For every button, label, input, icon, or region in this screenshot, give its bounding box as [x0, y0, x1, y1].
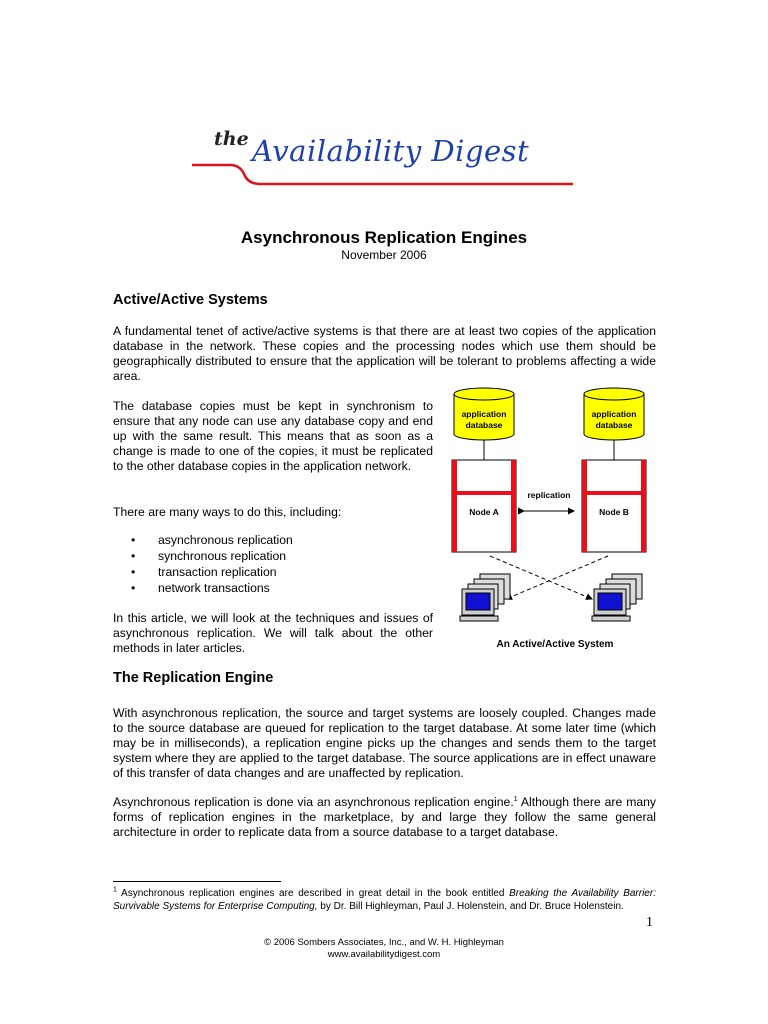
db-left-label-line2: database: [465, 420, 503, 430]
page-number: 1: [646, 915, 653, 930]
node-a-label: Node A: [469, 507, 499, 517]
website-link[interactable]: www.availabilitydigest.com: [327, 949, 441, 960]
logo-prefix: the: [214, 128, 249, 150]
paragraph-text: Although there are many forms of replication engines in the marketplace, by and large they follow the same general architecture in order to replicate data from a source database to a target database.: [113, 795, 656, 839]
replication-methods-list: [128, 532, 293, 596]
list-item: • network transactions: [128, 580, 293, 596]
active-active-diagram: [440, 384, 670, 656]
terminals-right-icon: [592, 574, 642, 621]
db-right-label-line2: database: [595, 420, 633, 430]
paragraph: [113, 795, 656, 840]
footnote-mark: 1: [113, 886, 117, 894]
dashed-link: [506, 556, 608, 599]
publication-date: November 2006: [341, 248, 427, 262]
paragraph: In this article, we will look at the techniques and issues of asynchronous replication. We will talk about the other methods in later articles.: [113, 611, 433, 655]
paragraph: The database copies must be kept in synchronism to ensure that any node can use any database copy and end up with the same result. This means that as soon as a change is made to one of the copies, it must be replicated to the other database copies in the application network.: [113, 399, 433, 473]
node-b-box: [582, 460, 646, 552]
footnote: [113, 887, 656, 913]
footnote-reference[interactable]: 1: [513, 795, 518, 803]
paragraph: A fundamental tenet of active/active systems is that there are at least two copies of the application database in the network. These copies and the processing nodes which use them should be geographically distributed to ensure that the application will be tolerant to problems affecting a wide area.: [113, 324, 656, 383]
paragraph-text: Asynchronous replication is done via an asynchronous replication engine.: [113, 795, 514, 809]
db-left-label-line1: application: [461, 409, 507, 419]
db-right-label-line1: application: [591, 409, 637, 419]
copyright-text: © 2006 Sombers Associates, Inc., and W. H. Highleyman: [264, 937, 504, 948]
page-footer: [0, 937, 768, 961]
node-b-label: Node B: [599, 507, 629, 517]
book-title: Breaking the Availability Barrier: Survivable Systems for Enterprise Computing,: [113, 888, 656, 912]
list-item: • asynchronous replication: [128, 532, 293, 548]
list-item: • synchronous replication: [128, 548, 293, 564]
terminals-left-icon: [460, 574, 510, 621]
replication-label: replication: [527, 490, 571, 500]
footnote-text: by Dr. Bill Highleyman, Paul J. Holenstein, and Dr. Bruce Holenstein.: [317, 901, 624, 912]
page-title: Asynchronous Replication Engines: [240, 228, 528, 247]
footnote-text: Asynchronous replication engines are described in great detail in the book entitled: [116, 888, 510, 899]
paragraph: There are many ways to do this, including:: [113, 505, 342, 519]
section-heading-replication-engine: The Replication Engine: [113, 670, 274, 686]
node-a-box: [452, 460, 516, 552]
availability-digest-logo: [188, 122, 578, 192]
paragraph: With asynchronous replication, the source and target systems are loosely coupled. Changes made to the source database are queued for replication to the target database. At some later time (which may be in milliseconds), a replication engine picks up the changes and sends them to the target system where they are applied to the target database. The source applications are in effect unaware of this transfer of data changes and are unaffected by replication.: [113, 706, 656, 780]
footnote-divider: [113, 881, 281, 882]
logo-name: Availability Digest: [252, 134, 530, 168]
section-heading-active-active: Active/Active Systems: [113, 292, 268, 308]
list-item: • transaction replication: [128, 564, 293, 580]
figure-caption: An Active/Active System: [496, 639, 614, 650]
